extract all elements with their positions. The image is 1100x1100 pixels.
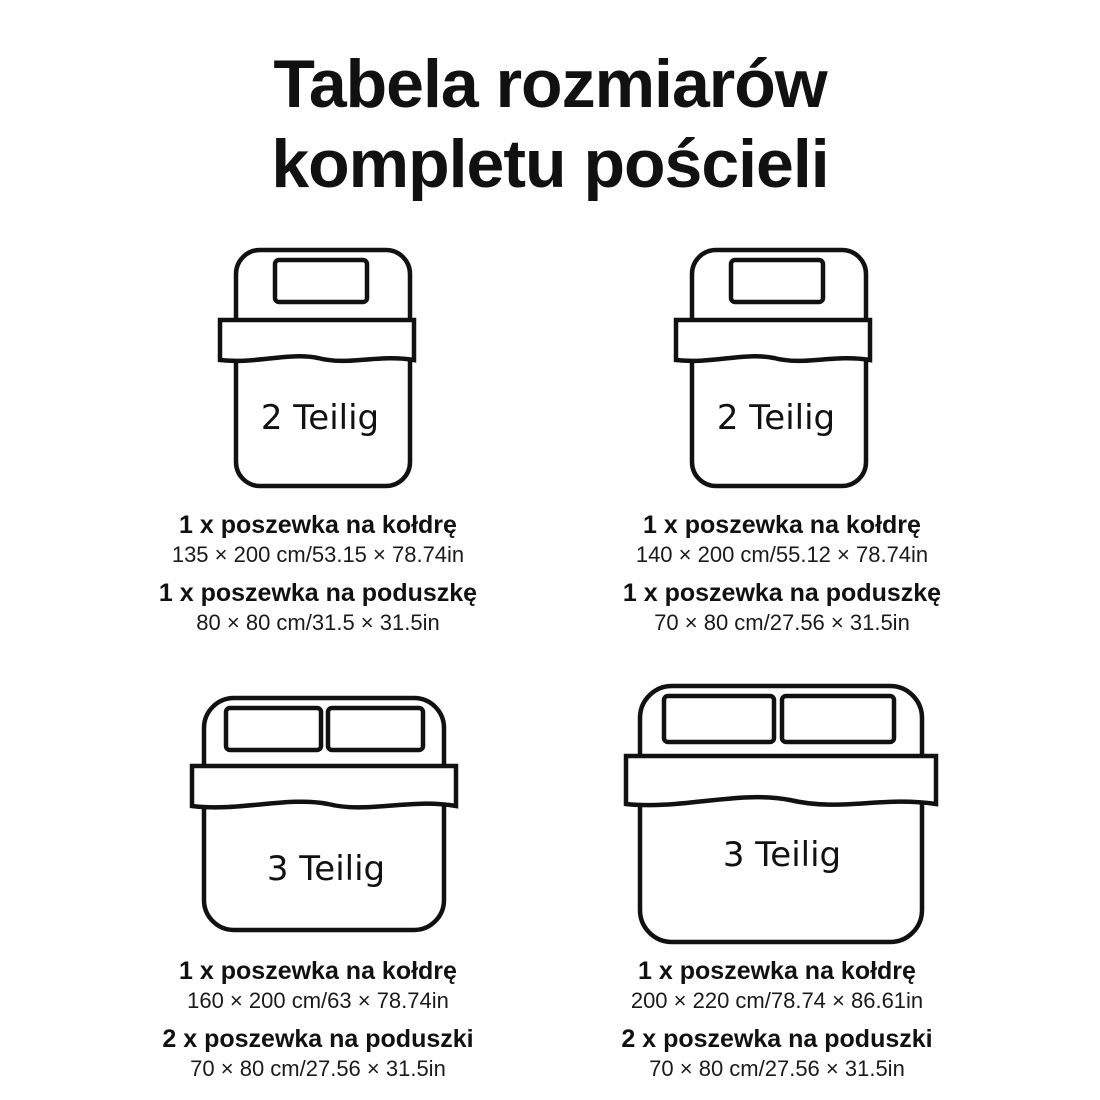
pillowcase-size: 70 × 80 cm/27.56 × 31.5in xyxy=(190,1056,446,1081)
pillowcase-label: 2 x poszewka na poduszki xyxy=(162,1025,474,1053)
duvet-fold xyxy=(626,756,936,805)
set-spec xyxy=(98,510,538,646)
page-title xyxy=(0,44,1100,204)
pillow-icon xyxy=(664,696,774,742)
duvet-cover-label: 1 x poszewka na kołdrę xyxy=(179,511,457,539)
set-badge: 3 Teilig xyxy=(722,835,842,875)
duvet-cover-label: 1 x poszewka na kołdrę xyxy=(638,957,916,985)
duvet-cover-size: 140 × 200 cm/55.12 × 78.74in xyxy=(635,542,929,567)
pillowcase-label: 2 x poszewka na poduszki xyxy=(621,1025,933,1053)
pillowcase-size: 80 × 80 cm/31.5 × 31.5in xyxy=(196,610,440,635)
set-badge: 2 Teilig xyxy=(716,398,836,438)
single-bed-illustration xyxy=(684,244,884,494)
pillowcase-label: 1 x poszewka na poduszkę xyxy=(158,579,478,607)
duvet-cover-label: 1 x poszewka na kołdrę xyxy=(179,957,457,985)
duvet-cover-size: 135 × 200 cm/53.15 × 78.74in xyxy=(171,542,465,567)
double-bed-illustration xyxy=(188,692,468,942)
title-line-1: Tabela rozmiarów xyxy=(273,46,827,122)
duvet-fold xyxy=(220,320,414,361)
pillow-icon xyxy=(731,260,823,302)
duvet-cover-size: 160 × 200 cm/63 × 78.74in xyxy=(187,988,449,1013)
pillow-icon xyxy=(226,708,321,750)
set-spec xyxy=(98,956,538,1092)
single-bed-illustration xyxy=(228,244,428,494)
set-spec xyxy=(557,956,997,1092)
pillow-icon xyxy=(782,696,894,742)
duvet-fold xyxy=(192,766,456,807)
set-spec xyxy=(562,510,1002,646)
pillow-icon xyxy=(328,708,423,750)
duvet-cover-label: 1 x poszewka na kołdrę xyxy=(643,511,921,539)
pillowcase-size: 70 × 80 cm/27.56 × 31.5in xyxy=(654,610,910,635)
king-bed-illustration xyxy=(620,680,950,950)
pillowcase-size: 70 × 80 cm/27.56 × 31.5in xyxy=(649,1056,905,1081)
duvet-fold xyxy=(676,320,870,361)
title-line-2: kompletu pościeli xyxy=(271,126,829,202)
set-badge: 3 Teilig xyxy=(266,849,386,889)
pillowcase-label: 1 x poszewka na poduszkę xyxy=(622,579,942,607)
set-badge: 2 Teilig xyxy=(260,398,380,438)
pillow-icon xyxy=(275,260,367,302)
duvet-cover-size: 200 × 220 cm/78.74 × 86.61in xyxy=(630,988,924,1013)
